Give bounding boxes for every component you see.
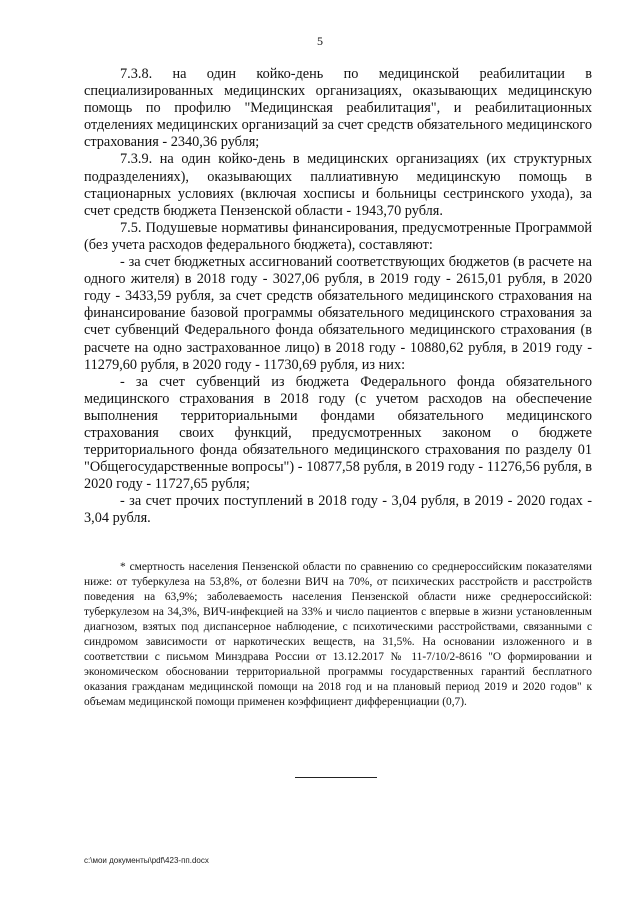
- paragraph-7-3-9: 7.3.9. на один койко-день в медицинских организациях (их структурных подразделениях), оказывающих паллиативную медицинскую помощь в стационарных условиях (включая хосписы и больницы сестринского ухода), за счет средств бюджета Пензенской области - 1943,70 рубля.: [84, 151, 592, 219]
- footnote: [84, 560, 592, 710]
- footer-separator: [295, 777, 377, 778]
- paragraph-7-3-8: 7.3.8. на один койко-день по медицинской реабилитации в специализированных медицинских организациях, оказывающих медицинскую помощь по профилю "Медицинская реабилитация", и реабилитационных отделениях медицинских организаций за счет средств обязательного медицинского страхования - 2340,36 рубля;: [84, 66, 592, 151]
- list-item-budget-allocations: - за счет бюджетных ассигнований соответствующих бюджетов (в расчете на одного жителя) в 2018 году - 3027,06 рубля, в 2019 году - 2615,01 рубля, в 2020 году - 3433,59 рубля, за счет средств обязательного медицинского страхования на финансирование базовой программы обязательного медицинского страхования за счет субвенций Федерального фонда обязательного медицинского страхования (в расчете на одно застрахованное лицо) в 2018 году - 10880,62 рубля, в 2019 году - 11279,60 рубля, в 2020 году - 11730,69 рубля, из них:: [84, 254, 592, 373]
- page-number: 5: [317, 34, 323, 48]
- paragraph-7-5: 7.5. Подушевые нормативы финансирования, предусмотренные Программой (без учета расходов федерального бюджета), составляют:: [84, 219, 592, 253]
- list-item-other-revenues: - за счет прочих поступлений в 2018 году - 3,04 рубля, в 2019 - 2020 годах - 3,04 рубля.: [84, 493, 592, 527]
- footnote-text: * смертность населения Пензенской области по сравнению со среднероссийским показателями ниже: от туберкулеза на 53,8%, от болезни ВИЧ на 70%, от психических расстройств и расстройств поведения на 63,9%; заболеваемость населения Пензенской области ниже среднероссийской: туберкулезом на 34,3%, ВИЧ-инфекцией на 33% и число пациентов с впервые в жизни установленным диагнозом, взятых под диспансерное наблюдение, с психотическими расстройствами, связанными с синдромом зависимости от наркотических веществ, на 31,5%. На основании изложенного и в соответствии с письмом Минздрава России от 13.12.2017 № 11-7/10/2-8616 "О формировании и экономическом обосновании территориальной программы государственных гарантий бесплатного оказания гражданам медицинской помощи на 2018 год и на плановый период 2019 и 2020 годов" к объемам медицинской помощи применен коэффициент дифференциации (0,7).: [84, 561, 592, 708]
- document-body: [84, 66, 592, 528]
- file-path: c:\мои документы\pdf\423-пп.docx: [84, 856, 209, 865]
- list-item-federal-subventions: - за счет субвенций из бюджета Федерального фонда обязательного медицинского страхования в 2018 году (с учетом расходов на обеспечение выполнения территориальными фондами обязательного медицинского страхования своих функций, предусмотренных законом о бюджете территориального фонда обязательного медицинского страхования по разделу 01 "Общегосударственные вопросы") - 10877,58 рубля, в 2019 году - 11276,56 рубля, в 2020 году - 11727,65 рубля;: [84, 373, 592, 493]
